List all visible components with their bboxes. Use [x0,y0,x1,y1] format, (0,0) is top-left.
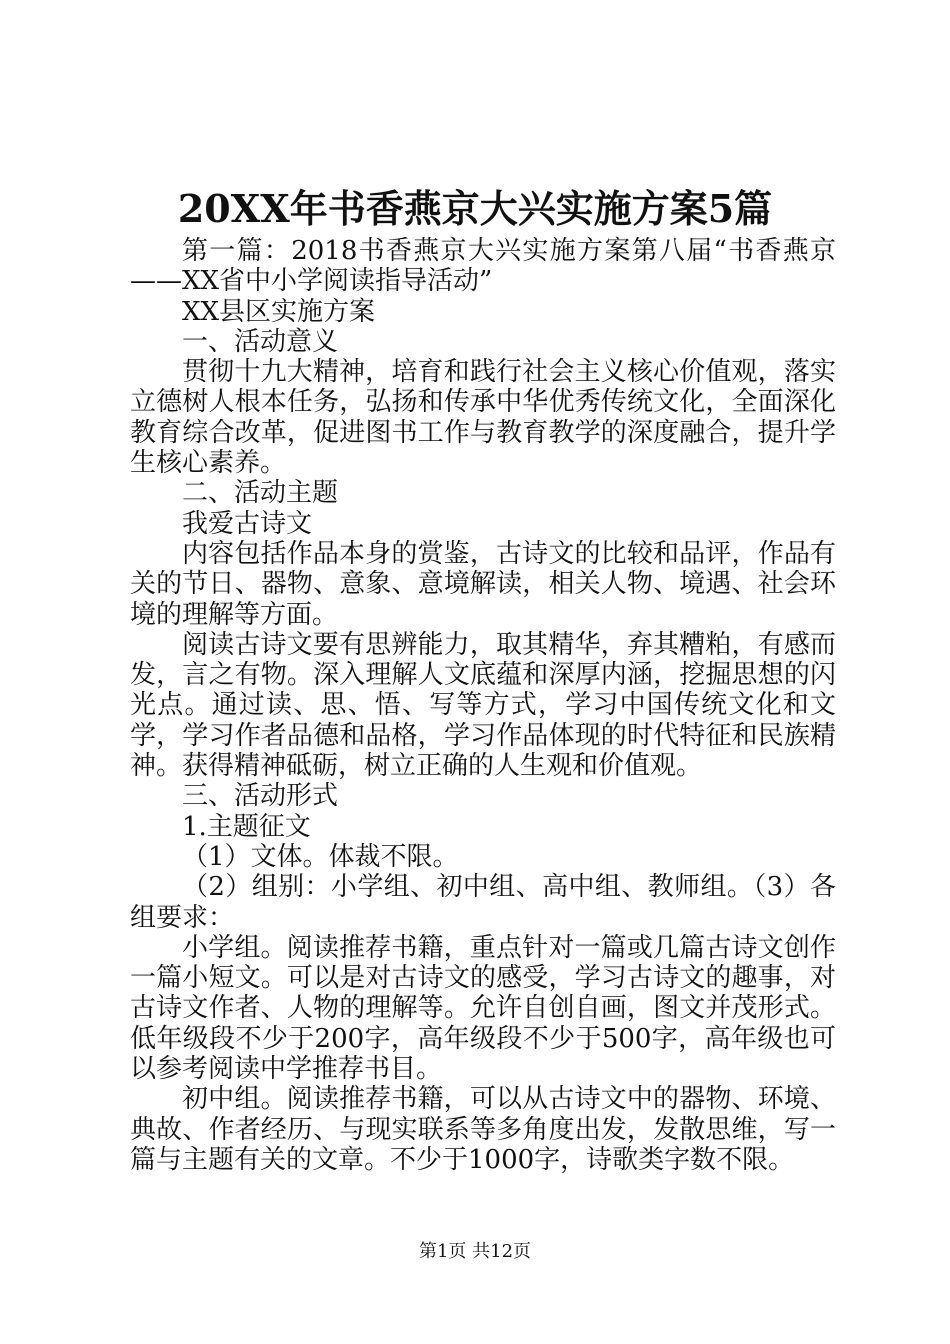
section-heading-format: 三、活动形式 [182,781,339,812]
paragraph-theme: 我爱古诗文 [182,508,313,539]
document-body [130,236,836,1175]
paragraph-junior: 初中组。阅读推荐书籍，可以从古诗文中的器物、环境、典故、作者经历、与现实联系等多角度出发，发散思维，写一篇与主题有关的文章。不少于1000字，诗歌类字数不限。 [130,1084,836,1175]
paragraph-significance: 贯彻十九大精神，培育和践行社会主义核心价值观，落实立德树人根本任务，弘扬和传承中华优秀传统文化，全面深化教育综合改革，促进图书工作与教育教学的深度融合，提升学生核心素养。 [130,357,836,479]
paragraph-primary: 小学组。阅读推荐书籍，重点针对一篇或几篇古诗文创作一篇小短文。可以是对古诗文的感受，学习古诗文的趣事，对古诗文作者、人物的理解等。允许自创自画，图文并茂形式。低年级段不少于200字，高年级段不少于500字，高年级也可以参考阅读中学推荐书目。 [130,932,836,1085]
paragraph-heading-first: 第一篇：2018书香燕京大兴实施方案第八届“书香燕京——XX省中小学阅读指导活动” [130,236,836,297]
page-footer: 第1页 共12页 [418,1241,532,1262]
paragraph-groups: （2）组别：小学组、初中组、高中组、教师组。（3）各组要求： [130,872,836,933]
paragraph-genre: （1）文体。体裁不限。 [182,841,459,872]
document-title: 20XX年书香燕京大兴实施方案5篇 [177,186,773,231]
section-heading-theme: 二、活动主题 [182,478,339,509]
section-heading-significance: 一、活动意义 [182,326,339,357]
paragraph-subtitle: XX县区实施方案 [182,296,376,327]
paragraph-essay: 1.主题征文 [182,811,311,842]
paragraph-reading: 阅读古诗文要有思辨能力，取其精华，弃其糟粕，有感而发，言之有物。深入理解人文底蕴和深厚内涵，挖掘思想的闪光点。通过读、思、悟、写等方式，学习中国传统文化和文学，学习作者品德和品格，学习作品体现的时代特征和民族精神。获得精神砥砺，树立正确的人生观和价值观。 [130,629,836,782]
paragraph-content: 内容包括作品本身的赏鉴，古诗文的比较和品评，作品有关的节日、器物、意象、意境解读，相关人物、境遇、社会环境的理解等方面。 [130,538,836,630]
